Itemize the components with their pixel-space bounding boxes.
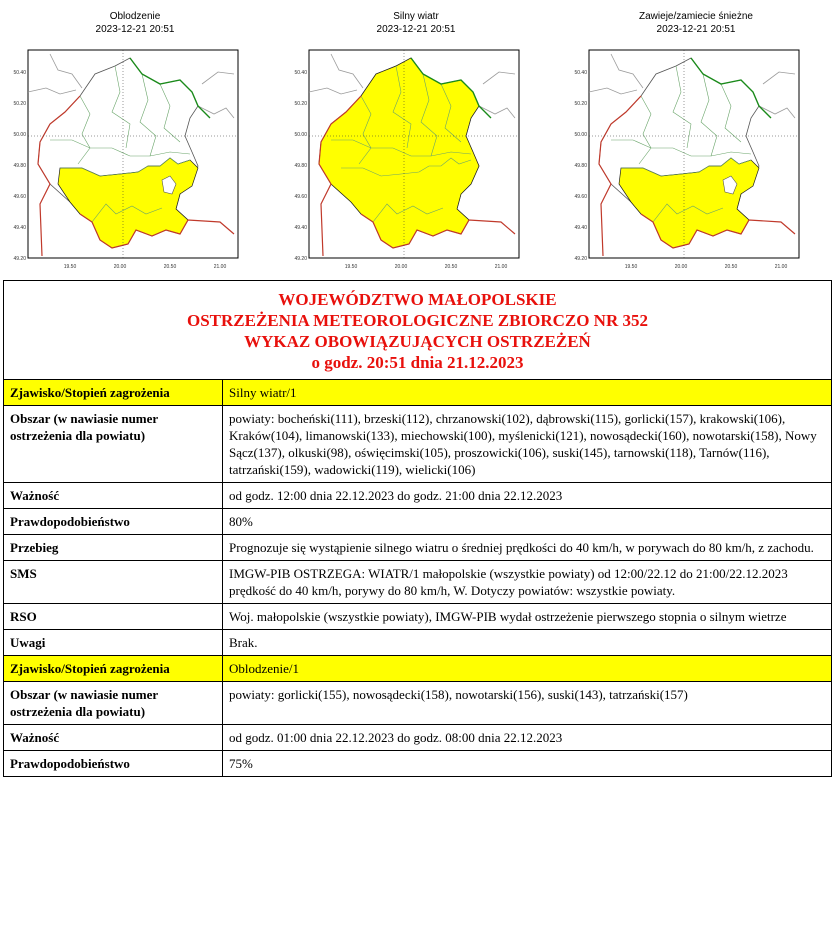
table-row: [4, 561, 831, 604]
map-title: [0, 10, 270, 36]
map-datetime: 2023-12-21 20:51: [95, 24, 175, 35]
x-tick-label: 19.50: [624, 264, 638, 270]
row-value: Oblodzenie/1: [229, 661, 300, 676]
x-tick-label: 20.50: [444, 264, 458, 270]
y-tick-label: 49.40: [13, 225, 26, 231]
map-body: [294, 50, 519, 270]
y-tick-label: 49.60: [574, 194, 587, 200]
table-row: [4, 604, 831, 630]
y-tick-label: 49.80: [294, 163, 307, 169]
x-tick-label: 20.50: [163, 264, 177, 270]
map-wind: [294, 44, 523, 276]
row-label: SMS: [4, 561, 223, 603]
table-row: [4, 656, 831, 682]
row-label: Prawdopodobieństwo: [4, 509, 223, 534]
y-tick-label: 50.20: [294, 101, 307, 107]
row-value: powiaty: bocheński(111), brzeski(112), chrzanowski(102), dąbrowski(115), gorlicki(157), krakowski(106), Kraków(104), limanowski(133), miechowski(100), myślenicki(121), nowosądecki(160), nowotarski(158), Nowy Sącz(137), olkuski(98), oświęcimski(105), proszowicki(106), suski(145), tarnowski(118), Tarnów(116), tatrzański(159), wadowicki(119), wielicki(106): [229, 411, 817, 477]
map-phenomenon: Oblodzenie: [109, 11, 161, 22]
y-tick-label: 49.80: [13, 163, 26, 169]
row-value: Woj. małopolskie (wszystkie powiaty), IMGW-PIB wydał ostrzeżenie pierwszego stopnia o silnym wietrze: [229, 609, 787, 624]
x-tick-label: 20.00: [394, 264, 408, 270]
row-label: Prawdopodobieństwo: [4, 751, 223, 776]
y-tick-label: 50.20: [13, 101, 26, 107]
table-row: [4, 535, 831, 561]
map-icing: [13, 44, 242, 276]
row-label: RSO: [4, 604, 223, 629]
row-value: powiaty: gorlicki(155), nowosądecki(158), nowotarski(156), suski(143), tatrzański(157): [229, 687, 688, 702]
x-tick-label: 21.00: [774, 264, 788, 270]
map-title: [561, 10, 831, 36]
row-value: od godz. 12:00 dnia 22.12.2023 do godz. 21:00 dnia 22.12.2023: [229, 488, 563, 503]
map-title: [281, 10, 551, 36]
row-value: 75%: [229, 756, 253, 771]
map-snowdrift: [574, 44, 803, 276]
y-tick-label: 49.60: [13, 194, 26, 200]
map-panel-wind: [281, 0, 551, 278]
x-tick-label: 21.00: [494, 264, 508, 270]
map-panel-icing: [0, 0, 270, 278]
warning-table: [3, 280, 832, 777]
table-row: [4, 682, 831, 725]
voivodeship-title: WOJEWÓDZTWO MAŁOPOLSKIE: [278, 290, 557, 309]
y-tick-label: 49.60: [294, 194, 307, 200]
x-tick-label: 20.00: [113, 264, 127, 270]
x-tick-label: 21.00: [213, 264, 227, 270]
y-tick-label: 50.40: [574, 70, 587, 76]
y-tick-label: 50.40: [13, 70, 26, 76]
map-datetime: 2023-12-21 20:51: [376, 24, 456, 35]
table-row: [4, 380, 831, 406]
table-row: [4, 751, 831, 776]
y-tick-label: 49.40: [294, 225, 307, 231]
y-tick-label: 50.20: [574, 101, 587, 107]
y-tick-label: 50.00: [574, 132, 587, 138]
y-tick-label: 49.40: [574, 225, 587, 231]
row-label: Uwagi: [4, 630, 223, 655]
document-header: [4, 281, 831, 380]
row-label: Zjawisko/Stopień zagrożenia: [4, 656, 223, 681]
map-datetime: 2023-12-21 20:51: [656, 24, 736, 35]
map-phenomenon: Zawieje/zamiecie śnieżne: [639, 11, 753, 22]
row-label: Obszar (w nawiasie numer ostrzeżenia dla powiatu): [4, 406, 223, 482]
y-tick-label: 50.00: [13, 132, 26, 138]
y-tick-label: 49.20: [294, 256, 307, 262]
row-value: 80%: [229, 514, 253, 529]
table-row: [4, 725, 831, 751]
row-label: Ważność: [4, 725, 223, 750]
row-value: Silny wiatr/1: [229, 385, 297, 400]
y-tick-label: 49.20: [574, 256, 587, 262]
bulletin-title: OSTRZEŻENIA METEOROLOGICZNE ZBIORCZO NR 352: [187, 311, 648, 330]
x-tick-label: 19.50: [63, 264, 77, 270]
y-tick-label: 50.40: [294, 70, 307, 76]
row-label: Przebieg: [4, 535, 223, 560]
row-label: Ważność: [4, 483, 223, 508]
map-body: [13, 50, 238, 270]
row-value: Prognozuje się wystąpienie silnego wiatru o średniej prędkości do 40 km/h, w porywach do 80 km/h, z zachodu.: [229, 540, 814, 555]
map-phenomenon: Silny wiatr: [393, 11, 439, 22]
x-tick-label: 19.50: [344, 264, 358, 270]
row-value: IMGW-PIB OSTRZEGA: WIATR/1 małopolskie (wszystkie powiaty) od 12:00/22.12 do 21:00/22.12.2023 prędkość do 40 km/h, porywy do 80 km/h, W. Dotyczy powiatów: wszystkie powiaty.: [229, 566, 788, 598]
issue-time: o godz. 20:51 dnia 21.12.2023: [311, 353, 524, 372]
table-row: [4, 509, 831, 535]
y-tick-label: 49.80: [574, 163, 587, 169]
x-tick-label: 20.00: [674, 264, 688, 270]
row-value: od godz. 01:00 dnia 22.12.2023 do godz. 08:00 dnia 22.12.2023: [229, 730, 563, 745]
table-row: [4, 483, 831, 509]
warning-maps: [0, 0, 836, 278]
list-title: WYKAZ OBOWIĄZUJĄCYCH OSTRZEŻEŃ: [244, 332, 591, 351]
map-panel-snowdrift: [561, 0, 831, 278]
y-tick-label: 50.00: [294, 132, 307, 138]
table-row: [4, 406, 831, 483]
row-value: Brak.: [229, 635, 258, 650]
map-body: [574, 50, 799, 270]
table-row: [4, 630, 831, 656]
row-label: Zjawisko/Stopień zagrożenia: [4, 380, 223, 405]
y-tick-label: 49.20: [13, 256, 26, 262]
row-label: Obszar (w nawiasie numer ostrzeżenia dla powiatu): [4, 682, 223, 724]
x-tick-label: 20.50: [724, 264, 738, 270]
